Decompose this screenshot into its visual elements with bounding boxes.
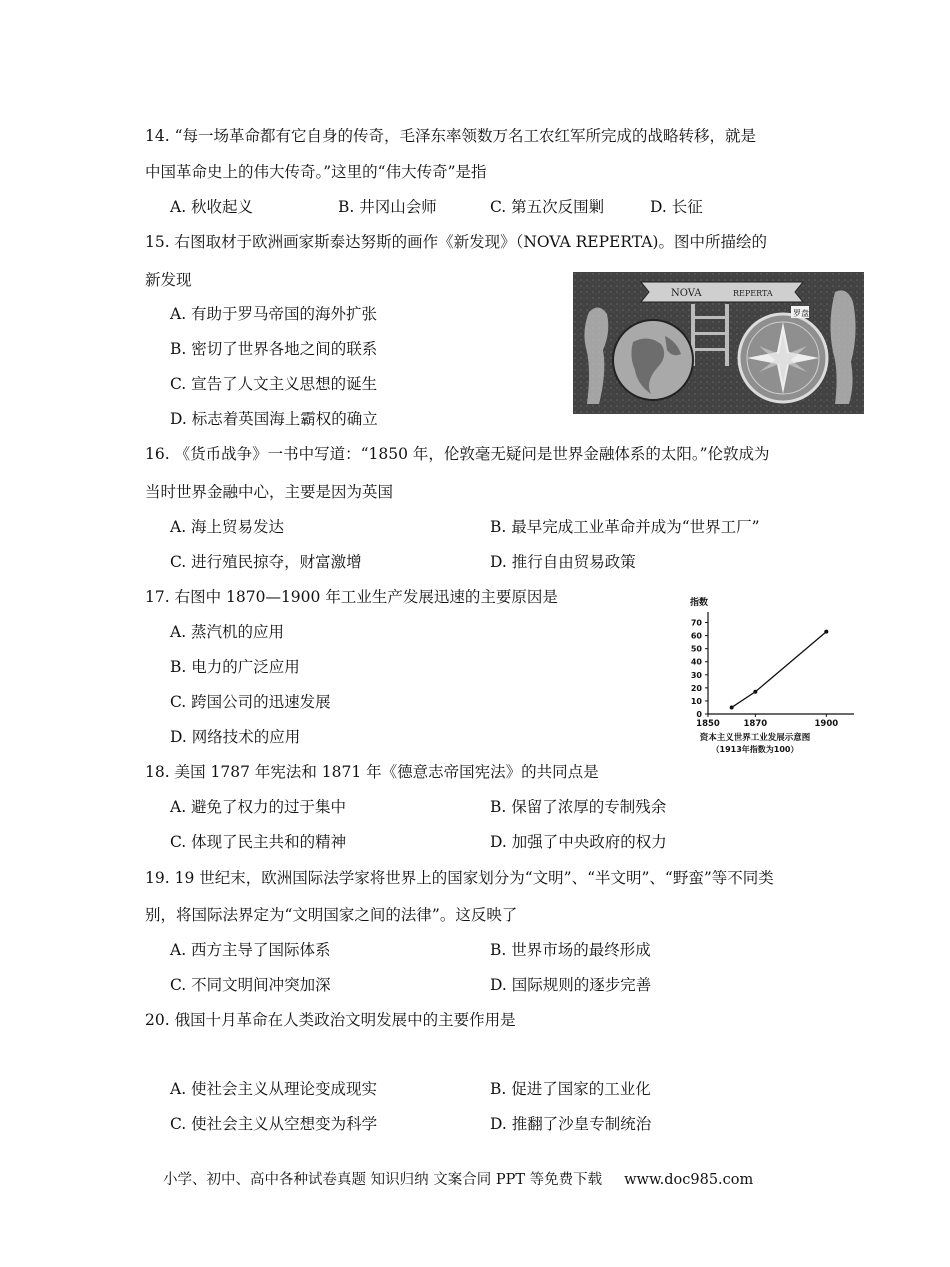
compass-tag: 罗盘 <box>793 309 809 318</box>
chart-y-tick-label: 10 <box>690 696 702 706</box>
q20-option-a: A. 使社会主义从理论变成现实 <box>170 1080 378 1098</box>
q19-option-c: C. 不同文明间冲突加深 <box>170 976 331 994</box>
q15-option-a: A. 有助于罗马帝国的海外扩张 <box>170 305 378 323</box>
chart-y-tick-label: 40 <box>690 657 702 667</box>
q14-stem-line2: 中国革命史上的伟大传奇。”这里的“伟大传奇”是指 <box>145 163 487 181</box>
chart-x-tick-label: 1850 <box>696 719 720 729</box>
banner-text-right: REPERTA <box>733 289 773 298</box>
chart-y-tick-label: 0 <box>696 710 702 719</box>
q15-option-d: D. 标志着英国海上霸权的确立 <box>170 410 378 428</box>
q15-stem-line1: 15. 右图取材于欧洲画家斯泰达努斯的画作《新发现》（NOVA REPERTA)。图中所描绘的 <box>145 233 767 251</box>
q16-option-b: B. 最早完成工业革命并成为“世界工厂” <box>490 518 760 536</box>
chart-axes <box>708 612 854 714</box>
chart-x-tick-label: 1900 <box>814 719 839 729</box>
q19-option-a: A. 西方主导了国际体系 <box>170 941 331 959</box>
footer-link[interactable]: www.doc985.com <box>624 1172 754 1188</box>
chart-y-label: 指数 <box>690 598 709 608</box>
chart-title: 资本主义世界工业发展示意图 <box>699 733 811 743</box>
q14-option-b: B. 井冈山会师 <box>338 198 437 216</box>
q18-option-b: B. 保留了浓厚的专制残余 <box>490 798 667 816</box>
q17-option-c: C. 跨国公司的迅速发展 <box>170 693 331 711</box>
q19-option-b: B. 世界市场的最终形成 <box>490 941 651 959</box>
q18-option-c: C. 体现了民主共和的精神 <box>170 833 347 851</box>
q20-stem: 20. 俄国十月革命在人类政治文明发展中的主要作用是 <box>145 1011 516 1029</box>
q16-option-a: A. 海上贸易发达 <box>170 518 285 536</box>
q14-stem-line1: 14. “每一场革命都有它自身的传奇，毛泽东率领数万名工农红军所完成的战略转移，就是 <box>145 127 757 145</box>
q16-option-d: D. 推行自由贸易政策 <box>490 553 636 571</box>
chart-data-point <box>730 705 734 709</box>
chart-data-point <box>824 630 828 634</box>
q15-option-c: C. 宣告了人文主义思想的诞生 <box>170 375 378 393</box>
q19-stem-line1: 19. 19 世纪末，欧洲国际法学家将世界上的国家划分为“文明”、“半文明”、“野蛮”等不同类 <box>145 869 774 887</box>
q18-option-a: A. 避免了权力的过于集中 <box>170 798 347 816</box>
q20-option-b: B. 促进了国家的工业化 <box>490 1080 651 1098</box>
chart-y-tick-label: 50 <box>690 644 702 654</box>
industrial-index-chart <box>650 594 860 759</box>
chart-y-tick-label: 20 <box>690 683 702 693</box>
q18-option-d: D. 加强了中央政府的权力 <box>490 833 667 851</box>
q17-option-a: A. 蒸汽机的应用 <box>170 623 285 641</box>
q15-option-b: B. 密切了世界各地之间的联系 <box>170 340 378 358</box>
q16-stem-line1: 16. 《货币战争》一书中写道：“1850 年，伦敦毫无疑问是世界金融体系的太阳。”伦敦成为 <box>145 445 770 463</box>
chart-ticks <box>691 619 838 729</box>
q18-stem: 18. 美国 1787 年宪法和 1871 年《德意志帝国宪法》的共同点是 <box>145 763 599 781</box>
nova-reperta-engraving <box>573 272 864 414</box>
q15-stem-line2: 新发现 <box>145 271 192 289</box>
chart-series-line <box>732 632 827 708</box>
q20-option-d: D. 推翻了沙皇专制统治 <box>490 1115 652 1133</box>
q17-stem: 17. 右图中 1870—1900 年工业生产发展迅速的主要原因是 <box>145 588 558 606</box>
q19-stem-line2: 别，将国际法界定为“文明国家之间的法律”。这反映了 <box>145 906 518 924</box>
q14-option-c: C. 第五次反围剿 <box>490 198 605 216</box>
q16-stem-line2: 当时世界金融中心，主要是因为英国 <box>145 483 394 501</box>
chart-subtitle: （1913年指数为100） <box>711 745 799 754</box>
q14-option-a: A. 秋收起义 <box>170 198 254 216</box>
q20-option-c: C. 使社会主义从空想变为科学 <box>170 1115 378 1133</box>
banner-text-left: NOVA <box>671 288 702 299</box>
q19-option-d: D. 国际规则的逐步完善 <box>490 976 652 994</box>
q17-option-b: B. 电力的广泛应用 <box>170 658 300 676</box>
chart-y-tick-label: 70 <box>690 618 702 628</box>
page-footer <box>163 1168 753 1189</box>
q16-option-c: C. 进行殖民掠夺，财富激增 <box>170 553 362 571</box>
chart-y-tick-label: 60 <box>690 631 702 641</box>
q14-option-d: D. 长征 <box>650 198 703 216</box>
chart-y-tick-label: 30 <box>690 670 702 680</box>
q17-option-d: D. 网络技术的应用 <box>170 728 301 746</box>
chart-x-tick-label: 1870 <box>743 719 768 729</box>
footer-text: 小学、初中、高中各种试卷真题 知识归纳 文案合同 PPT 等免费下载 <box>163 1172 603 1188</box>
chart-data-point <box>753 690 757 694</box>
chart-series <box>730 630 829 710</box>
